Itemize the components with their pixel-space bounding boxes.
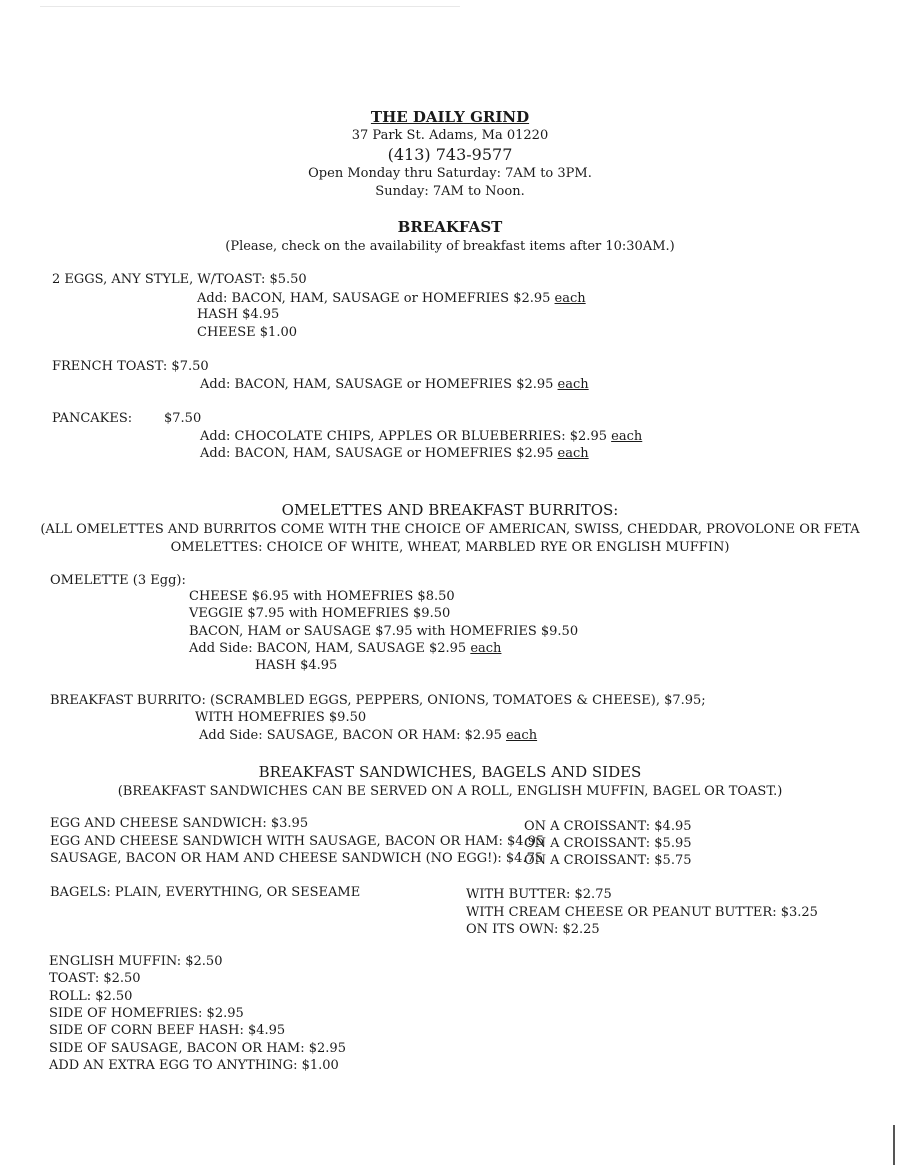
- eggs-cheese: CHEESE $1.00: [197, 325, 298, 340]
- french-toast-add-on-text: Add: BACON, HAM, SAUSAGE or HOMEFRIES $2.95: [200, 377, 554, 392]
- scan-edge-line: [40, 6, 460, 7]
- omelette-add-side-each: each: [470, 641, 502, 656]
- sandwich-row-croissant: ON A CROISSANT: $4.95: [524, 819, 692, 834]
- omelette-meat: BACON, HAM or SAUSAGE $7.95 with HOMEFRIES $9.50: [189, 624, 579, 639]
- side-item: ENGLISH MUFFIN: $2.50: [49, 954, 223, 969]
- pancakes-add-on-1-each: each: [611, 429, 643, 444]
- pancakes-price: $7.50: [164, 411, 202, 426]
- omelettes-note-2: OMELETTES: CHOICE OF WHITE, WHEAT, MARBLED RYE OR ENGLISH MUFFIN): [170, 540, 730, 555]
- eggs-add-on: [197, 292, 586, 305]
- menu-item-burrito: BREAKFAST BURRITO: (SCRAMBLED EGGS, PEPPERS, ONIONS, TOMATOES & CHEESE), $7.95;: [50, 693, 706, 708]
- eggs-add-on-each: each: [554, 291, 586, 306]
- side-item: ADD AN EXTRA EGG TO ANYTHING: $1.00: [49, 1058, 339, 1073]
- restaurant-phone: (413) 743-9577: [387, 145, 513, 164]
- pancakes-add-on-1-text: Add: CHOCOLATE CHIPS, APPLES OR BLUEBERRIES: $2.95: [200, 429, 607, 444]
- omelette-add-side-text: Add Side: BACON, HAM, SAUSAGE $2.95: [189, 641, 467, 656]
- burrito-add-side-each: each: [505, 728, 538, 743]
- sandwiches-note: (BREAKFAST SANDWICHES CAN BE SERVED ON A ROLL, ENGLISH MUFFIN, BAGEL OR TOAST.): [117, 784, 783, 799]
- pancakes-add-on-1: [200, 430, 642, 443]
- menu-item-french-toast: FRENCH TOAST: $7.50: [52, 359, 209, 374]
- bagels-item: BAGELS: PLAIN, EVERYTHING, OR SESEAME: [50, 885, 361, 900]
- burrito-homefries: WITH HOMEFRIES $9.50: [195, 710, 367, 725]
- eggs-add-on-text: Add: BACON, HAM, SAUSAGE or HOMEFRIES $2.95: [197, 291, 551, 306]
- hours-weekday: Open Monday thru Saturday: 7AM to 3PM.: [308, 166, 592, 181]
- pancakes-add-on-2-each: each: [557, 446, 589, 461]
- french-toast-add-on-each: each: [557, 377, 589, 392]
- side-item: TOAST: $2.50: [49, 971, 141, 986]
- sandwiches-title: BREAKFAST SANDWICHES, BAGELS AND SIDES: [258, 763, 642, 781]
- omelette-add-side: [189, 642, 501, 655]
- restaurant-name: THE DAILY GRIND: [370, 108, 530, 126]
- scan-edge-mark: [893, 1125, 895, 1165]
- sandwich-row-croissant: ON A CROISSANT: $5.75: [524, 853, 692, 868]
- menu-item-eggs: 2 EGGS, ANY STYLE, W/TOAST: $5.50: [52, 272, 307, 287]
- eggs-hash: HASH $4.95: [197, 307, 280, 322]
- omelette-veggie: VEGGIE $7.95 with HOMEFRIES $9.50: [189, 606, 451, 621]
- bagel-option: ON ITS OWN: $2.25: [466, 922, 600, 937]
- restaurant-address: 37 Park St. Adams, Ma 01220: [351, 128, 549, 143]
- burrito-add-side: [199, 729, 537, 742]
- omelettes-title: OMELETTES AND BREAKFAST BURRITOS:: [281, 501, 619, 519]
- sandwich-row-item: EGG AND CHEESE SANDWICH: $3.95: [50, 816, 309, 831]
- pancakes-add-on-2: [200, 447, 589, 460]
- bagel-option: WITH CREAM CHEESE OR PEANUT BUTTER: $3.25: [466, 905, 818, 920]
- sandwich-row-croissant: ON A CROISSANT: $5.95: [524, 836, 692, 851]
- omelette-cheese: CHEESE $6.95 with HOMEFRIES $8.50: [189, 589, 455, 604]
- menu-item-pancakes: PANCAKES:: [52, 411, 133, 426]
- side-item: ROLL: $2.50: [49, 989, 133, 1004]
- side-item: SIDE OF SAUSAGE, BACON OR HAM: $2.95: [49, 1041, 346, 1056]
- side-item: SIDE OF HOMEFRIES: $2.95: [49, 1006, 244, 1021]
- omelettes-note-1: (ALL OMELETTES AND BURRITOS COME WITH THE CHOICE OF AMERICAN, SWISS, CHEDDAR, PROVOLONE OR FETA: [40, 522, 860, 537]
- sandwich-row-item: SAUSAGE, BACON OR HAM AND CHEESE SANDWICH (NO EGG!): $4.75: [50, 851, 544, 866]
- hours-sunday: Sunday: 7AM to Noon.: [375, 184, 525, 199]
- omelette-hash: HASH $4.95: [255, 658, 338, 673]
- sandwich-row-item: EGG AND CHEESE SANDWICH WITH SAUSAGE, BACON OR HAM: $4.95: [50, 834, 545, 849]
- breakfast-note: (Please, check on the availability of breakfast items after 10:30AM.): [225, 239, 675, 254]
- side-item: SIDE OF CORN BEEF HASH: $4.95: [49, 1023, 286, 1038]
- bagel-option: WITH BUTTER: $2.75: [466, 887, 612, 902]
- french-toast-add-on: [200, 378, 589, 391]
- burrito-add-side-text: Add Side: SAUSAGE, BACON OR HAM: $2.95: [199, 728, 502, 743]
- pancakes-add-on-2-text: Add: BACON, HAM, SAUSAGE or HOMEFRIES $2.95: [200, 446, 554, 461]
- omelette-label: OMELETTE (3 Egg):: [50, 573, 186, 588]
- breakfast-title: BREAKFAST: [397, 218, 503, 236]
